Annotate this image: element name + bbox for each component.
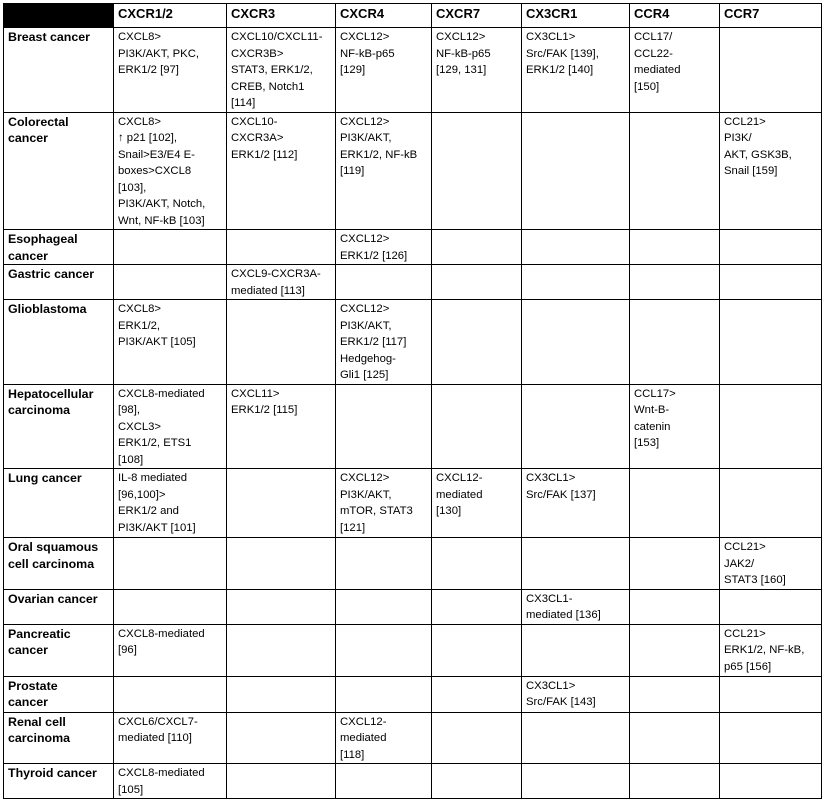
- table-row: [4, 300, 822, 385]
- column-header: CCR7: [720, 4, 822, 28]
- row-label-line: carcinoma: [8, 403, 70, 417]
- table-cell: [522, 28, 630, 113]
- row-label: [4, 230, 114, 265]
- table-cell: [522, 712, 630, 764]
- table-row: [4, 538, 822, 590]
- cell-text-line: CXCL10-: [231, 115, 278, 128]
- cell-text-line: [98],: [118, 404, 140, 416]
- cell-text-line: CCL22-: [634, 47, 673, 60]
- column-header: CXCR4: [336, 4, 432, 28]
- cell-text-line: CXCL10/CXCL11-: [231, 31, 323, 43]
- cell-text-line: mediated: [634, 64, 681, 76]
- cell-text-line: mediated [110]: [118, 732, 192, 744]
- row-label-line: Thyroid cancer: [8, 766, 97, 780]
- cell-text-line: [103],: [118, 181, 147, 194]
- cell-text-line: CX3CL1>: [526, 31, 576, 43]
- cell-text-line: CX3CL1>: [526, 679, 576, 692]
- table-cell: [336, 384, 432, 469]
- cell-text-line: PI3K/AKT, Notch,: [118, 198, 206, 210]
- row-label: [4, 469, 114, 538]
- cell-text-line: CCL21>: [724, 115, 766, 128]
- cell-text-line: Snail>E3/E4 E-: [118, 148, 195, 161]
- cell-text-line: [96,100]>: [118, 488, 166, 501]
- table-cell: [227, 384, 336, 469]
- table-cell: [432, 469, 522, 538]
- cell-text-line: CXCL8-mediated: [118, 387, 205, 400]
- cell-text-line: boxes>CXCL8: [118, 165, 192, 177]
- cell-text-line: CXCL12-: [436, 472, 483, 484]
- cell-text-line: CXCL12>: [340, 472, 390, 484]
- cell-text-line: mTOR, STAT3: [340, 505, 413, 517]
- row-label-line: Gastric cancer: [8, 267, 95, 281]
- cell-text-line: mediated: [340, 732, 387, 744]
- table-cell: [114, 300, 227, 385]
- table-row: [4, 384, 822, 469]
- table-cell: [522, 265, 630, 300]
- table-cell: [720, 384, 822, 469]
- table-cell: [432, 676, 522, 712]
- table-cell: [336, 28, 432, 113]
- table-cell: [522, 676, 630, 712]
- table-cell: [114, 469, 227, 538]
- table-row: [4, 589, 822, 624]
- table-cell: [227, 230, 336, 265]
- row-label-line: cell carcinoma: [8, 556, 95, 571]
- cell-text-line: ERK1/2 [126]: [340, 249, 408, 262]
- table-cell: [522, 589, 630, 624]
- cell-text-line: CXCL9-CXCR3A-: [231, 268, 321, 280]
- cell-text-line: ERK1/2 and: [118, 505, 179, 517]
- table-cell: [522, 624, 630, 676]
- cell-text-line: PI3K/AKT,: [340, 488, 392, 501]
- table-cell: [630, 230, 720, 265]
- table-cell: [630, 300, 720, 385]
- cell-text-line: Src/FAK [143]: [526, 696, 596, 708]
- table-cell: [114, 28, 227, 113]
- row-label-line: carcinoma: [8, 731, 70, 745]
- cell-text-line: ERK1/2 [117]: [340, 336, 407, 348]
- table-cell: [720, 764, 822, 799]
- cell-text-line: PI3K/AKT [101]: [118, 521, 196, 534]
- table-row: [4, 28, 822, 113]
- table-cell: [720, 589, 822, 624]
- column-header: CX3CR1: [522, 4, 630, 28]
- cell-text-line: CXCL3>: [118, 420, 162, 433]
- table-cell: [720, 712, 822, 764]
- table-cell: [630, 28, 720, 113]
- cell-text-line: CXCL12-: [340, 715, 387, 728]
- corner-cell: [4, 4, 114, 28]
- cell-text-line: [150]: [634, 80, 660, 93]
- cell-text-line: Gli1 [125]: [340, 369, 389, 381]
- table-cell: [114, 712, 227, 764]
- table-cell: [432, 300, 522, 385]
- cell-text-line: mediated [136]: [526, 609, 601, 621]
- table-cell: [336, 112, 432, 230]
- table-cell: [114, 384, 227, 469]
- table-cell: [720, 676, 822, 712]
- table-cell: [114, 112, 227, 230]
- table-cell: [227, 28, 336, 113]
- cell-text-line: CCL21>: [724, 541, 766, 553]
- table-row: [4, 469, 822, 538]
- cell-text-line: [96]: [118, 644, 137, 656]
- cell-text-line: [129]: [340, 64, 366, 76]
- cell-text-line: ERK1/2, ETS1: [118, 437, 192, 449]
- cell-text-line: ERK1/2, NF-kB: [340, 148, 418, 161]
- cell-text-line: [114]: [231, 97, 256, 109]
- table-cell: [720, 300, 822, 385]
- cell-text-line: CXCL12>: [436, 31, 486, 43]
- cell-text-line: CXCL8-mediated: [118, 767, 205, 779]
- table-cell: [522, 300, 630, 385]
- row-label: [4, 538, 114, 590]
- row-label: [4, 265, 114, 300]
- table-cell: [432, 624, 522, 676]
- row-label: [4, 676, 114, 712]
- cell-text-line: CREB, Notch1: [231, 80, 305, 93]
- table-cell: [336, 265, 432, 300]
- table-cell: [432, 265, 522, 300]
- table-cell: [720, 538, 822, 590]
- cell-text-line: Hedgehog-: [340, 352, 396, 365]
- table-cell: [432, 230, 522, 265]
- table-row: [4, 676, 822, 712]
- table-cell: [227, 624, 336, 676]
- table-cell: [522, 112, 630, 230]
- cell-text-line: CX3CL1-: [526, 592, 573, 605]
- row-label-line: cancer: [8, 248, 48, 263]
- cell-text-line: STAT3, ERK1/2,: [231, 64, 313, 76]
- column-header: CXCR3: [227, 4, 336, 28]
- cell-text-line: ERK1/2,: [118, 319, 161, 332]
- row-label: [4, 624, 114, 676]
- table-cell: [336, 712, 432, 764]
- row-label-line: Colorectal: [8, 114, 69, 129]
- cell-text-line: AKT, GSK3B,: [724, 148, 792, 161]
- cell-text-line: CXCL8-mediated: [118, 627, 205, 640]
- cell-text-line: [153]: [634, 437, 660, 449]
- cell-text-line: PI3K/AKT,: [340, 319, 392, 332]
- column-header: CXCR1/2: [114, 4, 227, 28]
- chemokine-receptor-table: [3, 3, 822, 799]
- table-cell: [432, 112, 522, 230]
- table-cell: [227, 112, 336, 230]
- cell-text-line: CXCL8>: [118, 31, 162, 43]
- cell-text-line: catenin: [634, 420, 671, 433]
- table-cell: [336, 764, 432, 799]
- table-cell: [630, 538, 720, 590]
- cell-text-line: [105]: [118, 783, 144, 796]
- table-cell: [336, 230, 432, 265]
- row-label-line: Prostate: [8, 678, 58, 693]
- row-label-line: Breast cancer: [8, 30, 90, 44]
- column-header: CXCR7: [432, 4, 522, 28]
- table-cell: [522, 764, 630, 799]
- cell-text-line: CXCL12>: [340, 115, 390, 128]
- table-cell: [336, 624, 432, 676]
- cell-text-line: [121]: [340, 521, 366, 534]
- table-cell: [227, 469, 336, 538]
- table-row: [4, 112, 822, 230]
- cell-text-line: NF-kB-p65: [340, 47, 395, 60]
- row-label: [4, 764, 114, 799]
- table-cell: [336, 469, 432, 538]
- cell-text-line: [108]: [118, 453, 144, 466]
- cell-text-line: CXCR3B>: [231, 47, 284, 60]
- cell-text-line: PI3K/: [724, 132, 752, 144]
- cell-text-line: STAT3 [160]: [724, 574, 786, 586]
- table-cell: [522, 469, 630, 538]
- row-label-line: cancer: [8, 131, 48, 145]
- table-cell: [522, 230, 630, 265]
- column-header: CCR4: [630, 4, 720, 28]
- table-cell: [114, 265, 227, 300]
- table-cell: [432, 384, 522, 469]
- table-body: [4, 28, 822, 799]
- cell-text-line: JAK2/: [724, 557, 755, 570]
- table-cell: [720, 230, 822, 265]
- row-label-line: cancer: [8, 643, 48, 657]
- table-cell: [227, 589, 336, 624]
- table-cell: [720, 624, 822, 676]
- row-label: [4, 300, 114, 385]
- table-row: [4, 265, 822, 300]
- table-cell: [114, 676, 227, 712]
- table-cell: [720, 469, 822, 538]
- cell-text-line: CXCR3A>: [231, 132, 284, 144]
- cell-text-line: CX3CL1>: [526, 472, 576, 484]
- table-cell: [336, 589, 432, 624]
- cell-text-line: CXCL8>: [118, 303, 162, 315]
- cell-text-line: mediated [113]: [231, 284, 305, 297]
- cell-text-line: Src/FAK [137]: [526, 488, 596, 501]
- row-label-line: Oral squamous: [8, 540, 99, 554]
- table-row: [4, 624, 822, 676]
- table-cell: [630, 469, 720, 538]
- cell-text-line: PI3K/AKT, PKC,: [118, 47, 199, 60]
- cell-text-line: [119]: [340, 165, 365, 177]
- row-label-line: Hepatocellular: [8, 386, 94, 401]
- cell-text-line: mediated: [436, 488, 483, 501]
- table-cell: [114, 624, 227, 676]
- table-cell: [114, 230, 227, 265]
- row-label-line: Lung cancer: [8, 471, 82, 485]
- table-cell: [227, 265, 336, 300]
- row-label: [4, 589, 114, 624]
- row-label: [4, 384, 114, 469]
- cell-text-line: Src/FAK [139],: [526, 47, 599, 60]
- row-label-line: Renal cell: [8, 714, 66, 729]
- table-cell: [630, 712, 720, 764]
- row-label: [4, 28, 114, 113]
- table-cell: [336, 676, 432, 712]
- cell-text-line: CXCL12>: [340, 31, 390, 43]
- row-label-line: Pancreatic: [8, 626, 71, 641]
- table-cell: [720, 112, 822, 230]
- cell-text-line: PI3K/AKT [105]: [118, 336, 196, 348]
- row-label-line: Esophageal: [8, 232, 78, 246]
- table-cell: [720, 265, 822, 300]
- cell-text-line: CCL21>: [724, 627, 766, 640]
- header-row: [4, 4, 822, 28]
- cell-text-line: Wnt, NF-kB [103]: [118, 214, 205, 227]
- row-label-line: Ovarian cancer: [8, 591, 98, 606]
- table-cell: [227, 538, 336, 590]
- cell-text-line: CXCL12>: [340, 303, 390, 315]
- cell-text-line: p65 [156]: [724, 660, 772, 673]
- cell-text-line: CXCL6/CXCL7-: [118, 715, 198, 728]
- table-cell: [432, 538, 522, 590]
- table-cell: [432, 764, 522, 799]
- table-cell: [630, 676, 720, 712]
- cell-text-line: ERK1/2 [97]: [118, 64, 179, 76]
- cell-text-line: ↑ p21 [102],: [118, 132, 178, 144]
- table-cell: [630, 265, 720, 300]
- table-cell: [336, 300, 432, 385]
- row-label-line: Glioblastoma: [8, 302, 87, 316]
- table-cell: [720, 28, 822, 113]
- table-cell: [227, 712, 336, 764]
- cell-text-line: CXCL11>: [231, 387, 280, 400]
- cell-text-line: [118]: [340, 748, 365, 761]
- table-row: [4, 764, 822, 799]
- table-cell: [114, 538, 227, 590]
- table-cell: [630, 624, 720, 676]
- row-label: [4, 112, 114, 230]
- cell-text-line: CCL17>: [634, 387, 676, 400]
- table-cell: [630, 589, 720, 624]
- table-cell: [432, 712, 522, 764]
- table-cell: [522, 384, 630, 469]
- cell-text-line: [130]: [436, 505, 462, 517]
- table-cell: [114, 764, 227, 799]
- cell-text-line: [129, 131]: [436, 64, 487, 76]
- cell-text-line: ERK1/2 [112]: [231, 148, 298, 161]
- cell-text-line: Wnt-B-: [634, 404, 670, 416]
- table-cell: [227, 300, 336, 385]
- cell-text-line: CXCL12>: [340, 233, 390, 245]
- table-cell: [630, 764, 720, 799]
- cell-text-line: ERK1/2 [115]: [231, 404, 298, 416]
- table-cell: [227, 676, 336, 712]
- row-label: [4, 712, 114, 764]
- table-cell: [630, 112, 720, 230]
- table-cell: [227, 764, 336, 799]
- cell-text-line: Snail [159]: [724, 165, 778, 177]
- table-cell: [114, 589, 227, 624]
- cell-text-line: PI3K/AKT,: [340, 132, 392, 144]
- cell-text-line: ERK1/2 [140]: [526, 64, 594, 76]
- cell-text-line: ERK1/2, NF-kB,: [724, 644, 805, 656]
- table-cell: [432, 589, 522, 624]
- cell-text-line: IL-8 mediated: [118, 472, 188, 484]
- table-cell: [630, 384, 720, 469]
- table-cell: [432, 28, 522, 113]
- cell-text-line: NF-kB-p65: [436, 47, 491, 60]
- cell-text-line: CCL17/: [634, 31, 673, 43]
- cell-text-line: CXCL8>: [118, 115, 162, 128]
- table-row: [4, 712, 822, 764]
- table-cell: [522, 538, 630, 590]
- table-row: [4, 230, 822, 265]
- table-cell: [336, 538, 432, 590]
- row-label-line: cancer: [8, 695, 48, 709]
